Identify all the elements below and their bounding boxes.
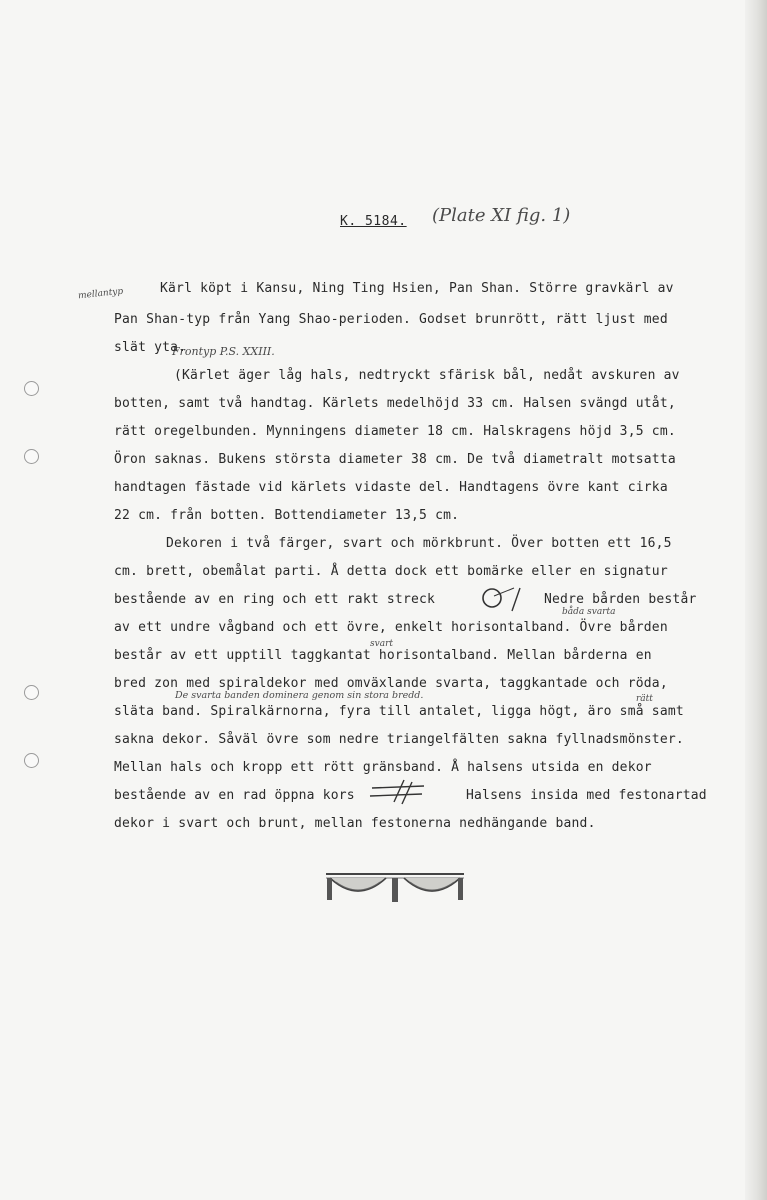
text-line: består av ett upptill taggkantat horisontalband. Mellan bårderna en (114, 648, 652, 663)
text-line: Pan Shan-typ från Yang Shao-perioden. Godset brunrött, rätt ljust med (114, 312, 668, 327)
punch-hole (24, 381, 39, 396)
text-line: bestående av en rad öppna kors (114, 788, 355, 803)
festoon-drawing (320, 868, 470, 908)
punch-hole (24, 753, 39, 768)
text-line: slät yta. (114, 340, 187, 355)
text-line: rätt oregelbunden. Mynningens diameter 18 cm. Halskragens höjd 3,5 cm. (114, 424, 676, 439)
punch-hole (24, 449, 39, 464)
text-line: handtagen fästade vid kärlets vidaste del. Handtagens övre kant cirka (114, 480, 668, 495)
open-cross-sign (364, 778, 430, 806)
text-line: bestående av en ring och ett rakt streck (114, 592, 436, 607)
text-line: Mellan hals och kropp ett rött gränsband. Å halsens utsida en dekor (114, 760, 652, 775)
text-line: dekor i svart och brunt, mellan festonerna nedhängande band. (114, 816, 596, 831)
text-line: 22 cm. från botten. Bottendiameter 13,5 cm. (114, 508, 460, 523)
text-line: Nedre bården består (544, 592, 697, 607)
text-line: Kärl köpt i Kansu, Ning Ting Hsien, Pan Shan. Större gravkärl av (160, 281, 674, 296)
text-line: släta band. Spiralkärnorna, fyra till antalet, ligga högt, äro små samt (114, 704, 684, 719)
punch-hole (24, 685, 39, 700)
text-line: av ett undre vågband och ett övre, enkelt horisontalband. Övre bården (114, 620, 668, 635)
catalogue-number: K. 5184. (340, 214, 407, 229)
annotation-ratt: rätt (636, 694, 653, 704)
text-line: cm. brett, obemålat parti. Å detta dock ett bomärke eller en signatur (114, 564, 668, 579)
text-line: sakna dekor. Såväl övre som nedre triangelfälten sakna fyllnadsmönster. (114, 732, 684, 747)
annotation-dominerar: De svarta banden dominera genom sin stora bredd. (175, 690, 424, 701)
annotation-bada-svarta: båda svarta (562, 607, 616, 617)
annotation-frontyp: Frontyp P.S. XXIII. (172, 345, 275, 358)
text-line: botten, samt två handtag. Kärlets medelhöjd 33 cm. Halsen svängd utåt, (114, 396, 676, 411)
page-edge-shadow (745, 0, 767, 1200)
text-line: bred zon med spiraldekor med omväxlande svarta, taggkantade och röda, (114, 676, 668, 691)
text-line: (Kärlet äger låg hals, nedtryckt sfärisk bål, nedåt avskuren av (174, 368, 680, 383)
annotation-svart: svart (370, 639, 393, 649)
plate-reference: (Plate XI fig. 1) (432, 205, 571, 226)
margin-note: mellantyp (77, 286, 124, 302)
ring-and-stroke-sign (476, 584, 544, 614)
text-line: Öron saknas. Bukens största diameter 38 cm. De två diametralt motsatta (114, 452, 676, 467)
text-line: Dekoren i två färger, svart och mörkbrunt. Över botten ett 16,5 (166, 536, 672, 551)
text-line: Halsens insida med festonartad (466, 788, 707, 803)
